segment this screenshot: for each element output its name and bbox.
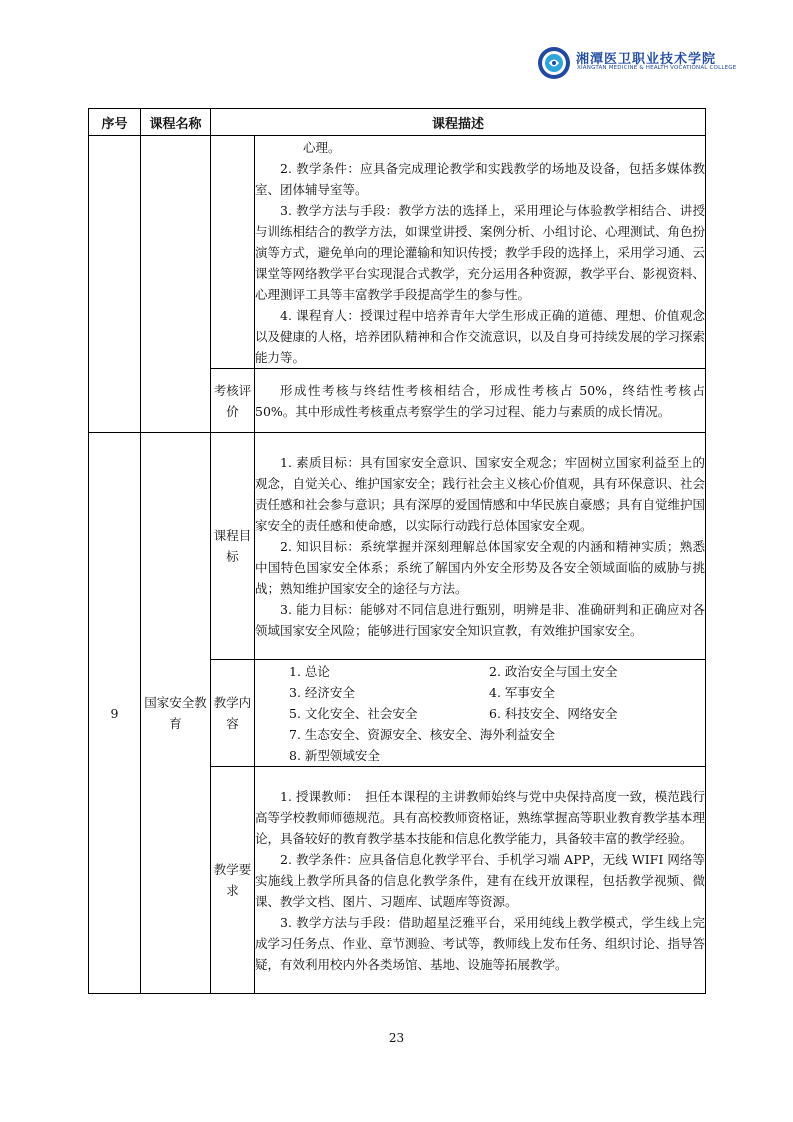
prev-name-cell: [141, 136, 211, 433]
content-item: 7. 生态安全、资源安全、核安全、海外利益安全: [289, 726, 555, 742]
header-name: 课程名称: [141, 109, 211, 136]
course-name: 国家安全教育: [141, 433, 211, 994]
prev-req-para-1: 2. 教学条件：应具备完成理论教学和实践教学的场地及设备，包括多媒体教室、团体辅导室等。: [255, 160, 705, 197]
prev-eval-label: 考核评价: [211, 369, 255, 433]
content-item: 4. 军事安全: [489, 684, 555, 700]
prev-req-label-cell: [211, 136, 255, 369]
page-header: [0, 0, 793, 100]
school-logo: [537, 46, 737, 80]
req-1: 2. 教学条件：应具备信息化教学平台、手机学习端 APP，无线 WIFI 网络等实施线上教学所具备的信息化教学条件，建有在线开放课程，包括教学视频、微课、教学文档、图片、习题库、试题库等资源。: [255, 851, 705, 909]
goal-0: 1. 素质目标：具有国家安全意识、国家安全观念；牢固树立国家利益至上的观念，自觉关心、维护国家安全；践行社会主义核心价值观，具有环保意识、社会责任感和社会参与意识；具有深厚的爱国情感和中华民族自豪感；具有自觉维护国家安全的责任感和使命感，以实际行动践行总体国家安全观。: [255, 454, 706, 533]
content-item: 3. 经济安全: [289, 684, 355, 700]
prev-req-para-2: 3. 教学方法与手段：教学方法的选择上，采用理论与体验教学相结合、讲授与训练相结合的教学方法，如课堂讲授、案例分析、小组讨论、心理测试、角色扮演等方式，避免单向的理论灌输和知识传授；教学手段的选择上，采用学习通、云课堂等网络教学平台实现混合式教学，充分运用各种资源，教学平台、影视资料、心理测评工具等丰富教学手段提高学生的参与性。: [255, 202, 706, 302]
school-seal-icon: [537, 46, 571, 80]
table-row: [89, 433, 706, 660]
prev-eval-desc: [255, 369, 706, 433]
content-item: 1. 总论: [289, 663, 330, 679]
school-name-en: XIANGTAN MEDICINE & HEALTH VOCATIONAL COLLEGE: [577, 65, 737, 71]
req-label: 教学要求: [211, 767, 255, 994]
table-header-row: [89, 109, 706, 136]
prev-no-cell: [89, 136, 141, 433]
header-desc: 课程描述: [211, 109, 706, 136]
content-list: [255, 661, 705, 766]
prev-req-para-0: 心理。: [303, 139, 341, 155]
content-item: 8. 新型领域安全: [289, 747, 380, 763]
req-0: 1. 授课教师： 担任本课程的主讲教师始终与党中央保持高度一致，模范践行高等学校教师师德规范。具有高校教师资格证，熟练掌握高等职业教育教学基本理论，具备较好的教育教学基本技能和信息化教学能力，具备较丰富的教学经验。: [255, 788, 706, 846]
req-desc: [255, 767, 706, 994]
content-item: 6. 科技安全、网络安全: [489, 705, 618, 721]
course-table: [88, 108, 706, 994]
page-number: 23: [388, 1031, 405, 1045]
content-item: 5. 文化安全、社会安全: [289, 705, 418, 721]
goals-label: 课程目标: [211, 433, 255, 660]
prev-req-para-3: 4. 课程育人：授课过程中培养青年大学生形成正确的道德、理想、价值观念以及健康的人格，培养团队精神和合作交流意识，以及自身可持续发展的学习探索能力等。: [255, 307, 706, 365]
course-no: 9: [89, 433, 141, 994]
content-label: 教学内容: [211, 660, 255, 767]
req-2: 3. 教学方法与手段：借助超星泛雅平台，采用纯线上教学模式，学生线上完成学习任务点、作业、章节测验、考试等，教师线上发布任务、组织讨论、指导答疑，有效利用校内外各类场馆、基地、设施等拓展教学。: [255, 914, 706, 972]
header-no: 序号: [89, 109, 141, 136]
content-desc: [255, 660, 706, 767]
goal-1: 2. 知识目标：系统掌握并深刻理解总体国家安全观的内涵和精神实质；熟悉中国特色国家安全体系；系统了解国内外安全形势及各安全领域面临的威胁与挑战；熟知维护国家安全的途径与方法。: [255, 538, 705, 596]
table-row: [89, 136, 706, 369]
goals-desc: [255, 433, 706, 660]
goal-2: 3. 能力目标：能够对不同信息进行甄别，明辨是非、准确研判和正确应对各领域国家安全风险；能够进行国家安全知识宣教，有效维护国家安全。: [255, 601, 705, 638]
school-name: 湘潭医卫职业技术学院: [576, 52, 717, 67]
content-item: 2. 政治安全与国土安全: [489, 663, 618, 679]
prev-req-desc: [255, 136, 706, 369]
prev-eval-text: 形成性考核与终结性考核相结合，形成性考核占 50%，终结性考核占 50%。其中形成性考核重点考察学生的学习过程、能力与素质的成长情况。: [255, 382, 705, 419]
